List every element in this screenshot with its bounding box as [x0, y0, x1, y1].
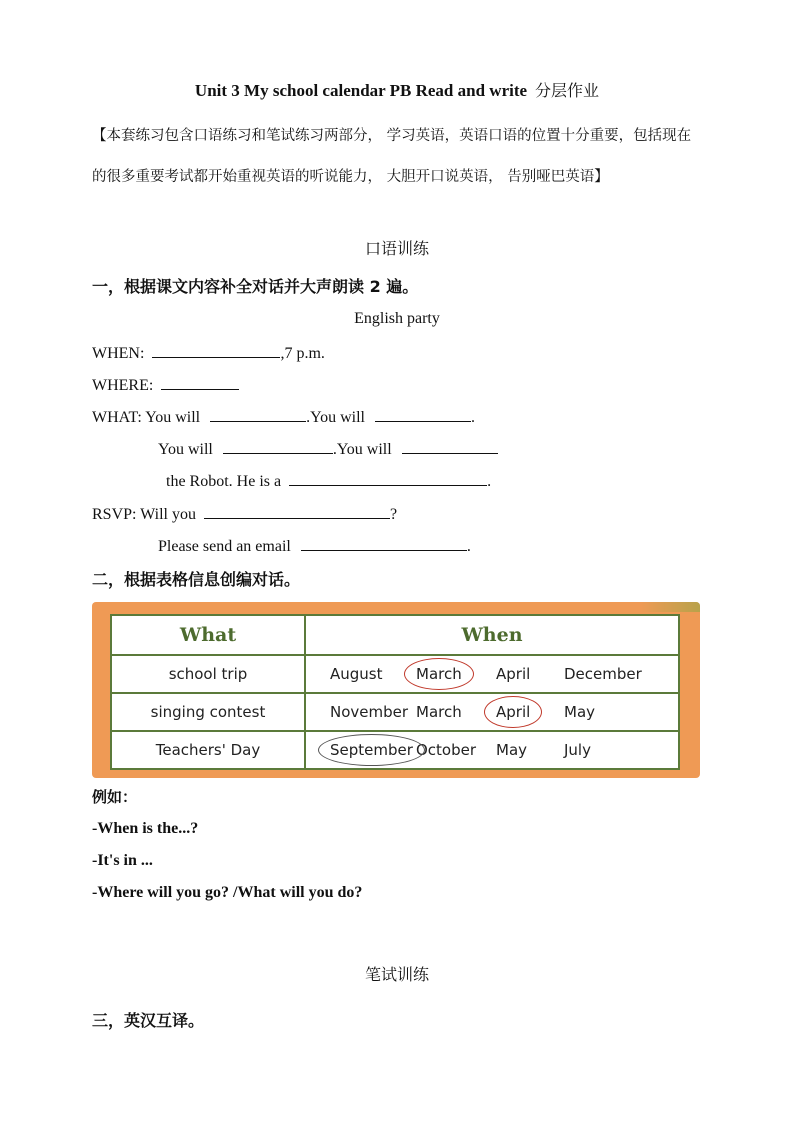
question-mark: ? [389, 506, 398, 523]
table-cell-month: October [416, 741, 477, 759]
what-blank-2[interactable] [375, 407, 471, 422]
table-cell-month: April [496, 703, 531, 721]
what-line-2 [158, 439, 498, 459]
period-3: . [466, 538, 471, 555]
header-when: When [461, 624, 523, 646]
schedule-table [110, 614, 680, 770]
table-cell-month: May [496, 741, 528, 759]
example-line-3: -Where will you go? /What will you do? [92, 884, 363, 901]
you-will-text-2: .You will [332, 441, 392, 458]
header-what: What [179, 624, 237, 646]
you-will-start: You will [158, 441, 213, 458]
month-circle-mark [484, 696, 542, 728]
table-cell-month: December [564, 665, 642, 683]
period-2: . [487, 473, 492, 490]
question-2: 二，根据表格信息创编对话。 [92, 570, 301, 589]
title-en: Unit 3 My school calendar PB Read and write [194, 81, 528, 100]
example-label: 例如： [92, 788, 138, 806]
when-line [92, 343, 325, 363]
schedule-table-image [92, 602, 700, 778]
what-blank-4[interactable] [402, 439, 498, 454]
month-circle-mark [404, 658, 474, 690]
rsvp-blank[interactable] [204, 504, 390, 519]
when-suffix: ,7 p.m. [280, 345, 325, 362]
section-written-heading: 笔试训练 [364, 965, 429, 984]
table-cell-month: March [416, 665, 462, 683]
rsvp-label: RSVP: Will you [92, 506, 196, 523]
where-line [92, 375, 239, 395]
table-cell-month: March [416, 703, 462, 721]
month-circle-mark [318, 734, 425, 766]
example-line-2: -It's in ... [92, 852, 153, 869]
email-text: Please send an email [158, 538, 291, 555]
question-3: 三，英汉互译。 [92, 1011, 205, 1030]
table-cell-what: singing contest [150, 703, 266, 721]
table-cell-month: May [564, 703, 596, 721]
what-blank-1[interactable] [210, 407, 306, 422]
where-blank[interactable] [161, 375, 239, 390]
decor-strip [640, 602, 700, 612]
page-title [0, 78, 794, 101]
rsvp-line [92, 504, 397, 524]
you-will-text: .You will [306, 409, 365, 426]
what-label: WHAT: You will [92, 409, 201, 426]
table-cell-month: August [330, 665, 383, 683]
robot-line [166, 471, 491, 491]
table-cell-month: April [496, 665, 531, 683]
email-line [158, 536, 471, 556]
section-oral-heading: 口语训练 [364, 239, 429, 258]
period: . [470, 409, 475, 426]
party-title: English party [354, 310, 440, 327]
question-1: 一，根据课文内容补全对话并大声朗读 2 遍。 [92, 277, 419, 296]
what-blank-3[interactable] [223, 439, 333, 454]
where-label: WHERE: [92, 377, 154, 394]
robot-text: the Robot. He is a [166, 473, 282, 490]
when-label: WHEN: [92, 345, 145, 362]
when-blank[interactable] [152, 343, 280, 358]
table-cell-month: November [330, 703, 409, 721]
intro-paragraph: 【本套练习包含口语练习和笔试练习两部分， 学习英语，英语口语的位置十分重要，包括现在的很多重要考试都开始重视英语的听说能力， 大胆开口说英语， 告别哑巴英语】 [92, 128, 692, 185]
table-cell-what: school trip [168, 665, 248, 683]
email-blank[interactable] [301, 536, 467, 551]
robot-blank[interactable] [289, 471, 487, 486]
table-cell-month: July [564, 741, 591, 759]
table-cell-what: Teachers' Day [155, 741, 261, 759]
table-cell-month: September [330, 741, 413, 759]
example-line-1: -When is the...? [92, 820, 199, 837]
what-line-1 [92, 407, 475, 427]
title-cn: 分层作业 [535, 81, 600, 100]
